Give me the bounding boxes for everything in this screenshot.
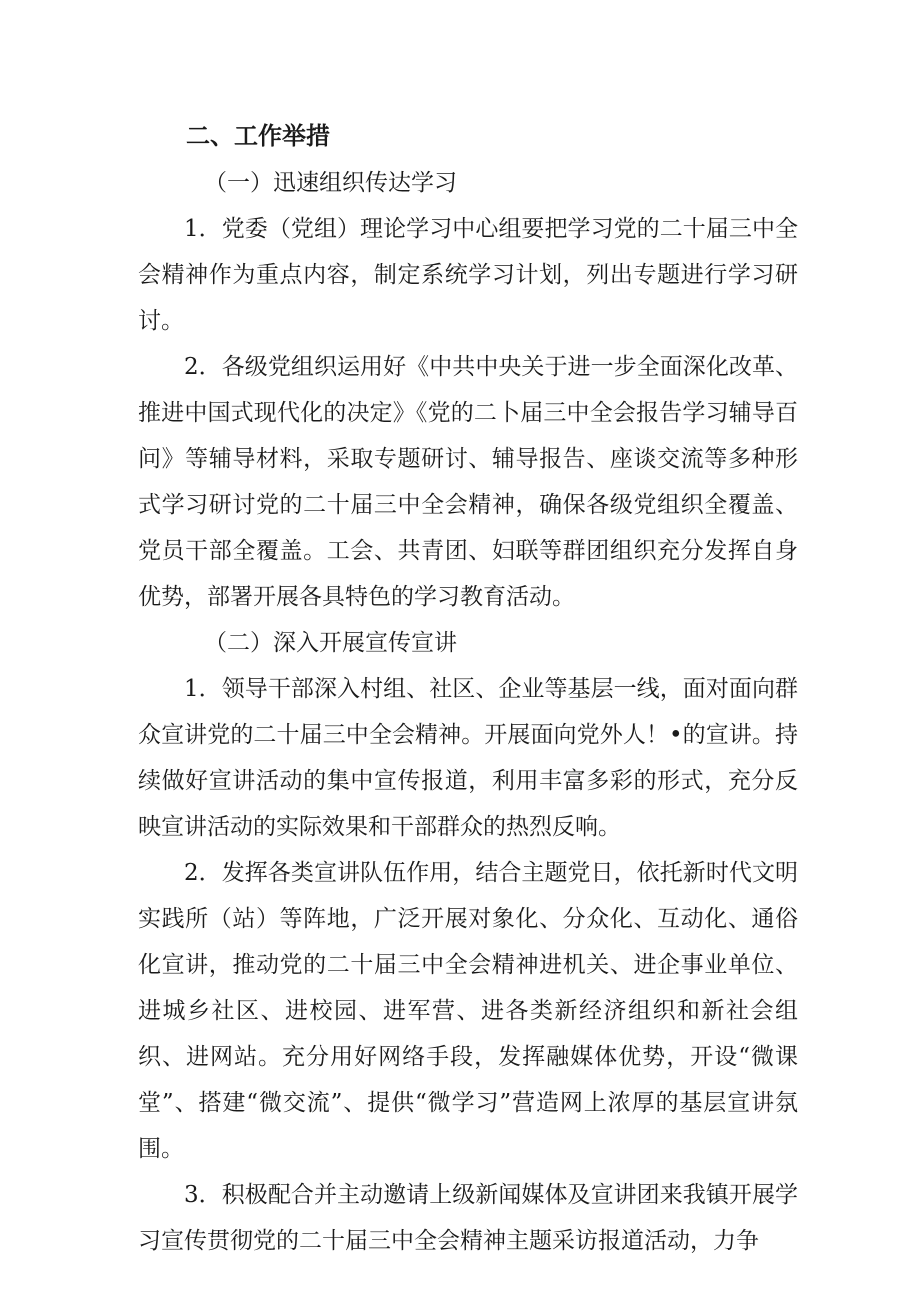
subsection-title-1: （一）迅速组织传达学习 — [204, 170, 457, 196]
paragraph-2-1: 1．领导干部深入村组、社区、企业等基层一线，面对面向群众宣讲党的二十届三中全会精神。开展面向党外人！•的宣讲。持续做好宣讲活动的集中宣传报道，利用丰富多彩的形式，充分反映宣讲活动的实际效果和干部群众的热烈反响。 — [138, 676, 798, 840]
section-heading: 二、工作举措 — [186, 121, 330, 150]
paragraph-2-3: 3．积极配合并主动邀请上级新闻媒体及宣讲团来我镇开展学习宣传贯彻党的二十届三中全会精神主题采访报道活动，力争 — [138, 1182, 798, 1254]
subsection-title-2: （二）深入开展宣传宣讲 — [204, 630, 457, 656]
paragraph-1-2: 2．各级党组织运用好《中共中央关于进一步全面深化改革、推进中国式现代化的决定》《党的二卜届三中全会报告学习辅导百问》等辅导材料，采取专题研讨、辅导报告、座谈交流等多种形式学习研讨党的二十届三中全会精神，确保各级党组织全覆盖、党员干部全覆盖。工会、共青团、妇联等群团组织充分发挥自身优势，部署开展各具特色的学习教育活动。 — [138, 354, 798, 610]
paragraph-1-1: 1．党委（党组）理论学习中心组要把学习党的二十届三中全会精神作为重点内容，制定系统学习计划，列出专题进行学习研讨。 — [138, 216, 798, 334]
document-body — [138, 112, 798, 1264]
paragraph-2-2: 2．发挥各类宣讲队伍作用，结合主题党日，依托新时代文明实践所（站）等阵地，广泛开展对象化、分众化、互动化、通俗化宣讲，推动党的二十届三中全会精神进机关、进企事业单位、进城乡社区、进校园、进军营、进各类新经济组织和新社会组织、进网站。充分用好网络手段，发挥融媒体优势，开设“微课堂”、搭建“微交流”、提供“微学习”营造网上浓厚的基层宣讲氛围。 — [138, 860, 798, 1162]
